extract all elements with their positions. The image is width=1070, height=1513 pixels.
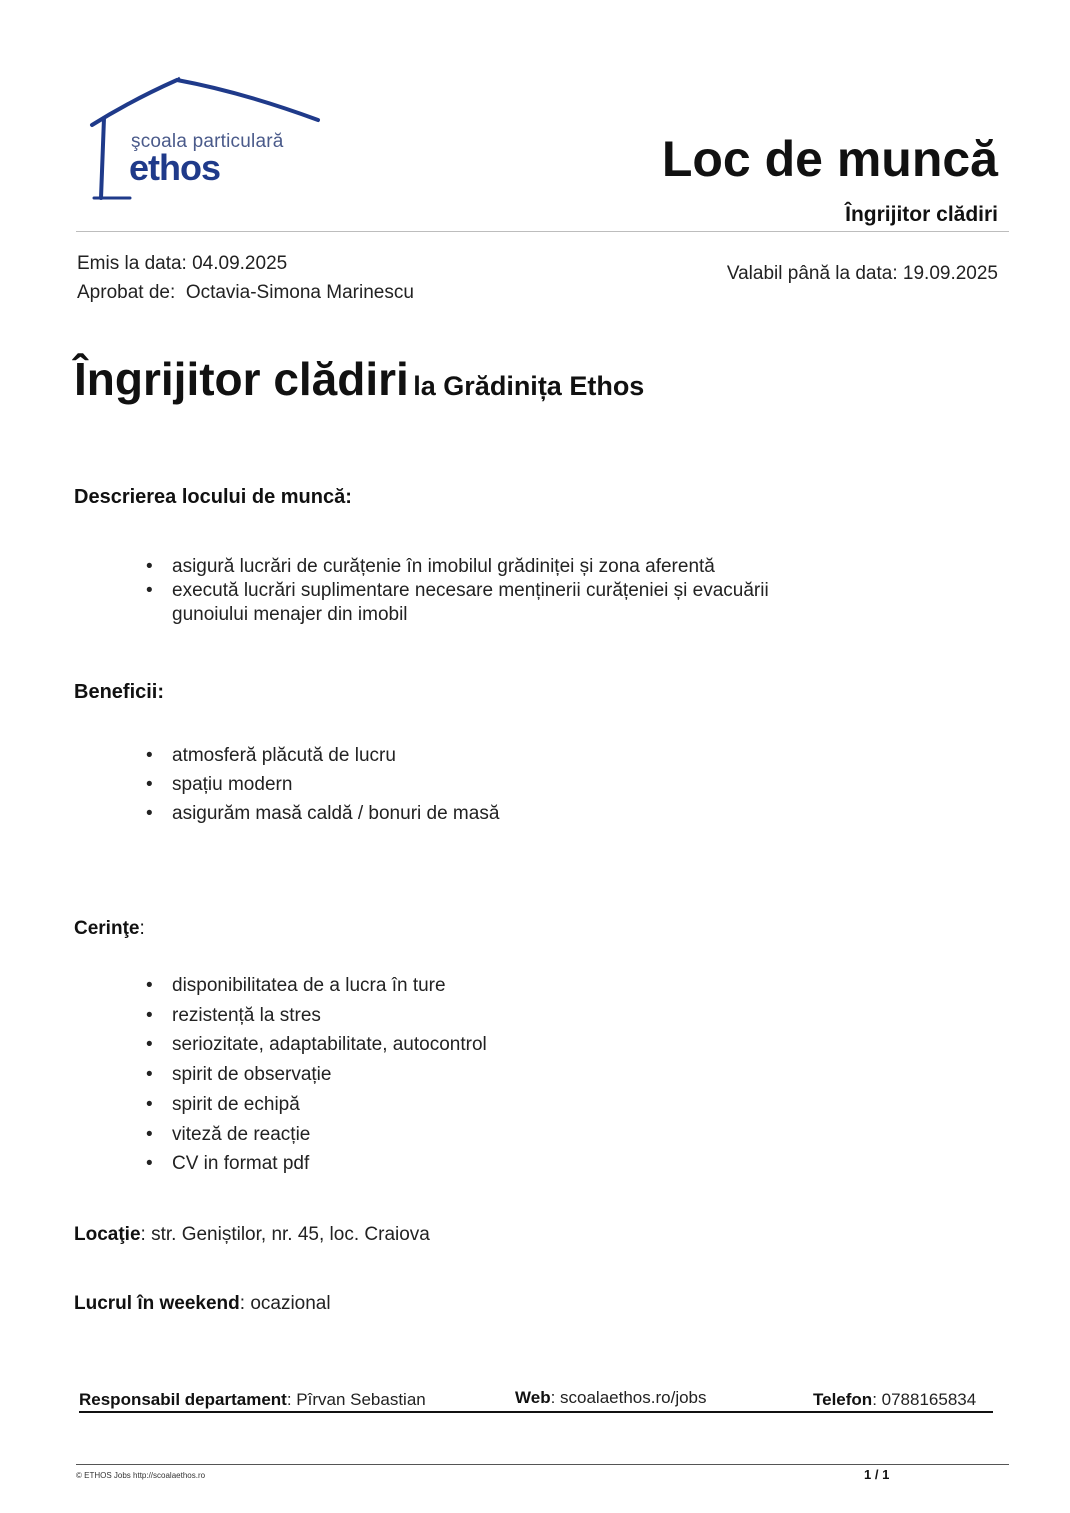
requirements-heading	[74, 918, 145, 940]
responsible-contact	[79, 1390, 426, 1410]
phone-value: : 0788165834	[872, 1390, 977, 1409]
list-item: • spirit de observație	[146, 1060, 487, 1090]
footer-divider	[76, 1464, 1009, 1465]
logo-name: ethos	[129, 147, 221, 188]
web-value[interactable]: : scoalaethos.ro/jobs	[550, 1388, 707, 1407]
valid-value: 19.09.2025	[902, 263, 998, 284]
weekend-value: : ocazional	[239, 1293, 331, 1314]
phone-label: Telefon	[813, 1390, 873, 1409]
responsible-value: : Pîrvan Sebastian	[286, 1390, 426, 1409]
job-title-main: Îngrijitor clădiri	[74, 353, 409, 405]
list-item: • spirit de echipă	[146, 1090, 487, 1120]
page-number: 1 / 1	[864, 1467, 890, 1482]
list-item: • asigură lucrări de curățenie în imobilul grădiniței și zona aferentă	[146, 555, 772, 579]
issued-label: Emis la data:	[77, 253, 187, 274]
location-value: : str. Geniștilor, nr. 45, loc. Craiova	[140, 1224, 430, 1245]
approved-value: Octavia-Simona Marinescu	[185, 282, 414, 303]
weekend-label: Lucrul în weekend	[74, 1293, 240, 1314]
header-divider	[76, 231, 1009, 232]
issued-date	[77, 253, 287, 275]
list-item: • execută lucrări suplimentare necesare menținerii curățeniei și evacuării gunoiului menajer din imobil	[146, 579, 772, 627]
weekend-line	[74, 1293, 331, 1315]
page-title: Loc de muncă	[661, 131, 998, 187]
list-item: • viteză de reacție	[146, 1120, 487, 1150]
approved-label: Aprobat de:	[77, 282, 176, 303]
job-title	[74, 352, 644, 406]
valid-label: Valabil până la data:	[726, 263, 898, 284]
list-item: • rezistență la stres	[146, 1001, 487, 1031]
responsible-label: Responsabil departament	[79, 1390, 287, 1409]
description-list	[146, 555, 772, 627]
list-item: • seriozitate, adaptabilitate, autocontrol	[146, 1030, 487, 1060]
benefits-heading: Beneficii:	[74, 681, 165, 703]
location-label: Locaţie	[74, 1224, 141, 1245]
list-item: • asigurăm masă caldă / bonuri de masă	[146, 799, 499, 828]
logo-tagline: şcoala particulară	[131, 131, 284, 152]
valid-until	[727, 263, 998, 285]
job-title-location: la Grădinița Ethos	[413, 371, 645, 401]
web-label: Web	[515, 1388, 551, 1407]
description-heading: Descrierea locului de muncă:	[74, 486, 352, 508]
list-item: • atmosferă plăcută de lucru	[146, 741, 499, 770]
page-subtitle: Îngrijitor clădiri	[845, 203, 998, 226]
requirements-heading-label: Cerinţe	[74, 918, 140, 939]
requirements-list	[146, 971, 487, 1179]
list-item: • spațiu modern	[146, 770, 499, 799]
issued-value: 04.09.2025	[192, 253, 288, 274]
list-item: • CV in format pdf	[146, 1149, 487, 1179]
location-line	[74, 1224, 430, 1246]
logo-wall	[101, 118, 104, 198]
contact-underline	[79, 1411, 993, 1413]
approved-by	[77, 282, 414, 304]
footer-copyright: © ETHOS Jobs http://scoalaethos.ro	[76, 1471, 206, 1480]
logo-roof	[92, 80, 318, 125]
requirements-heading-colon: :	[139, 918, 145, 939]
list-item: • disponibilitatea de a lucra în ture	[146, 971, 487, 1001]
phone-contact	[813, 1390, 976, 1410]
web-contact	[515, 1388, 707, 1408]
benefits-list	[146, 741, 499, 828]
